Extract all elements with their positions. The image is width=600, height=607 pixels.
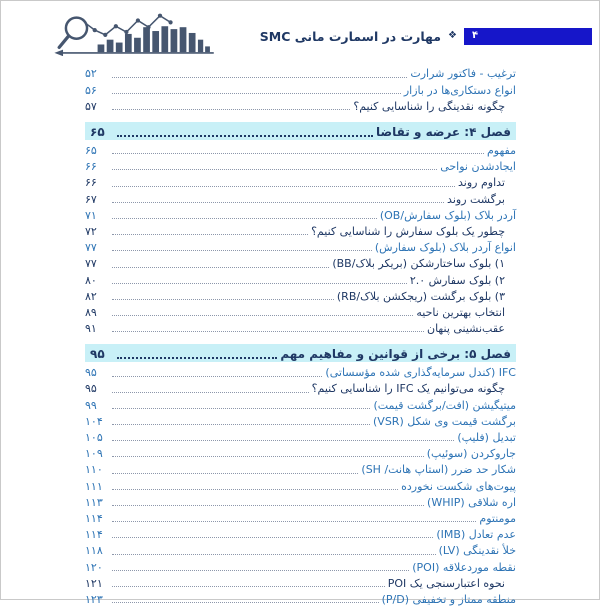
dot-leader <box>112 570 409 571</box>
toc-entry-title: عقب‌نشینی پنهان <box>427 322 505 336</box>
diamond-icon: ❖ <box>448 30 457 41</box>
toc-entry-title: مومنتوم <box>479 511 516 525</box>
toc-entry-row[interactable] <box>85 239 516 255</box>
toc-entry-page: ۱۰۵ <box>85 431 103 444</box>
dot-leader <box>112 283 407 284</box>
toc-entry-title: خلأ نقدینگی (LV) <box>438 544 516 558</box>
toc-entry-row[interactable] <box>85 526 516 542</box>
toc-entry-page: ۶۶ <box>85 160 97 174</box>
toc-entry-row[interactable] <box>85 255 516 271</box>
toc-chapter-row[interactable] <box>85 122 516 140</box>
toc-entry-row[interactable] <box>85 574 516 590</box>
toc-entry-row[interactable] <box>85 271 516 287</box>
dot-leader <box>112 267 329 268</box>
dot-leader <box>112 299 334 300</box>
toc-entry-row[interactable] <box>85 364 516 380</box>
toc-entry-title: آردر بلاک (بلوک سفارش/OB) <box>379 208 516 222</box>
toc-entry-page: ۶۷ <box>85 192 97 206</box>
dot-leader <box>112 456 424 457</box>
dot-leader <box>112 392 309 393</box>
page-number: ۴ <box>472 30 479 41</box>
dot-leader <box>112 250 372 251</box>
toc-entry-title: تبدیل (فلیپ) <box>457 431 516 444</box>
toc-entry-page: ۷۷ <box>85 241 97 255</box>
toc-entry-page: ۹۵ <box>85 382 97 396</box>
toc-entry-page: ۹۵ <box>90 346 105 361</box>
dot-leader <box>112 408 370 409</box>
toc-entry-title: ایجادشدن نواحی <box>440 160 516 174</box>
page-header <box>1 1 599 57</box>
toc-entry-page: ۱۲۱ <box>85 576 103 590</box>
toc-entry-row[interactable] <box>85 81 516 97</box>
toc-entry-title: فصل ۴: عرضه و تقاضا <box>376 124 511 139</box>
dot-leader <box>112 186 455 187</box>
dot-leader <box>112 376 322 377</box>
toc-entry-page: ۷۱ <box>85 208 97 222</box>
dot-leader <box>112 77 407 78</box>
dot-leader <box>112 202 444 203</box>
dot-leader <box>117 135 373 137</box>
toc-entry-page: ۹۹ <box>85 398 97 412</box>
toc-entry-row[interactable] <box>85 429 516 445</box>
dot-leader <box>117 357 277 359</box>
toc-entry-row[interactable] <box>85 158 516 174</box>
toc-entry-title: منطقه ممتاز و تخفیفی (P/D) <box>381 592 516 606</box>
toc-entry-title: نحوه اعتبارسنجی یک POI <box>387 576 505 590</box>
toc-entry-row[interactable] <box>85 510 516 526</box>
toc-entry-title: پیوت‌های شکست نخورده <box>401 479 516 493</box>
toc-entry-page: ۱۲۳ <box>85 592 103 606</box>
dot-leader <box>112 218 377 219</box>
toc-entry-row[interactable] <box>85 558 516 574</box>
toc-entry-row[interactable] <box>85 65 516 81</box>
toc-entry-row[interactable] <box>85 97 516 113</box>
toc-entry-page: ۵۷ <box>85 99 97 113</box>
toc-entry-row[interactable] <box>85 174 516 190</box>
toc-entry-title: تداوم روند <box>458 176 505 190</box>
dot-leader <box>112 153 484 154</box>
toc-entry-row[interactable] <box>85 206 516 222</box>
toc-entry-row[interactable] <box>85 190 516 206</box>
toc-entry-row[interactable] <box>85 542 516 558</box>
toc-entry-row[interactable] <box>85 477 516 493</box>
toc-entry-title: ترغیب - فاکتور شرارت <box>410 67 516 81</box>
toc-entry-title: مفهوم <box>486 144 516 157</box>
toc-entry-page: ۵۶ <box>85 83 97 97</box>
toc-entry-page: ۹۱ <box>85 322 97 336</box>
toc-entry-row[interactable] <box>85 396 516 412</box>
toc-entry-row[interactable] <box>85 590 516 606</box>
toc-entry-row[interactable] <box>85 303 516 319</box>
dot-leader <box>112 424 370 425</box>
dot-leader <box>112 537 433 538</box>
toc-entry-title: ۱) بلوک ساختارشکن (بریکر بلاک/BB) <box>332 257 505 271</box>
toc-entry-page: ۱۱۰ <box>85 463 103 477</box>
toc-entry-title: اره شلاقی (WHIP) <box>427 495 516 509</box>
toc-entry-title: شکار حد ضرر (استاپ هانت/ SH) <box>361 463 516 477</box>
toc-entry-row[interactable] <box>85 142 516 158</box>
table-of-contents <box>1 57 599 607</box>
toc-entry-page: ۶۵ <box>90 124 105 139</box>
toc-entry-page: ۸۲ <box>85 289 97 303</box>
dot-leader <box>112 331 424 332</box>
toc-entry-page: ۱۱۱ <box>85 479 103 493</box>
toc-entry-title: فصل ۵: برخی از قوانین و مفاهیم مهم <box>280 346 511 361</box>
dot-leader <box>112 93 401 94</box>
toc-entry-title: عدم تعادل (IMB) <box>436 528 516 542</box>
toc-entry-title: برگشت روند <box>447 192 505 206</box>
toc-entry-title: جاروکردن (سوئیپ) <box>426 447 516 461</box>
toc-entry-title: برگشت قیمت وی شکل (VSR) <box>373 414 516 428</box>
toc-entry-title: میتیگیشن (افت/برگشت قیمت) <box>373 398 516 412</box>
toc-entry-row[interactable] <box>85 412 516 428</box>
bar-chart-icon <box>97 26 209 52</box>
dot-leader <box>112 505 424 506</box>
toc-chapter-row[interactable] <box>85 344 516 362</box>
toc-entry-row[interactable] <box>85 461 516 477</box>
dot-leader <box>112 473 358 474</box>
toc-entry-page: ۷۲ <box>85 224 97 238</box>
dot-leader <box>112 109 350 110</box>
toc-entry-page: ۸۹ <box>85 305 97 319</box>
toc-entry-title: نقطه موردعلاقه (POI) <box>412 560 516 574</box>
toc-entry-page: ۱۱۴ <box>85 511 103 525</box>
toc-entry-page: ۱۰۹ <box>85 447 103 461</box>
toc-entry-page: ۸۰ <box>85 273 97 287</box>
toc-entry-row[interactable] <box>85 320 516 336</box>
toc-entry-page: ۹۵ <box>85 366 97 380</box>
dot-leader <box>112 169 437 170</box>
toc-entry-page: ۶۶ <box>85 176 97 190</box>
dot-leader <box>112 554 436 555</box>
toc-entry-page: ۵۲ <box>85 67 97 81</box>
dot-leader <box>112 602 379 603</box>
dot-leader <box>112 315 413 316</box>
toc-entry-page: ۱۱۴ <box>85 528 103 542</box>
toc-entry-page: ۱۱۳ <box>85 495 103 509</box>
toc-entry-title: IFC (کندل سرمایه‌گذاری شده مؤسساتی) <box>325 366 516 380</box>
toc-entry-page: ۶۵ <box>85 144 97 157</box>
dot-leader <box>112 489 398 490</box>
dot-leader <box>112 234 308 235</box>
toc-entry-title: چگونه نقدینگی را شناسایی کنیم؟ <box>353 99 505 113</box>
dot-leader <box>112 521 476 522</box>
toc-entry-title: ۲) بلوک سفارش ۲.۰ <box>409 273 505 287</box>
toc-entry-title: ۳) بلوک برگشت (ریجکشن بلاک/RB) <box>336 289 505 303</box>
toc-entry-page: ۱۲۰ <box>85 560 103 574</box>
dot-leader <box>112 586 385 587</box>
toc-entry-page: ۱۰۴ <box>85 414 103 428</box>
toc-entry-title: انواع آردر بلاک (بلوک سفارش) <box>374 241 516 255</box>
toc-entry-row[interactable] <box>85 493 516 509</box>
magnifier-icon <box>59 18 87 48</box>
toc-entry-title: انتخاب بهترین ناحیه <box>416 305 505 319</box>
toc-entry-title: چگونه می‌توانیم یک IFC را شناسایی کنیم؟ <box>311 382 505 396</box>
market-analysis-logo <box>52 8 220 56</box>
dot-leader <box>112 440 454 441</box>
toc-entry-page: ۱۱۸ <box>85 544 103 558</box>
toc-entry-row[interactable] <box>85 287 516 303</box>
toc-entry-row[interactable] <box>85 223 516 239</box>
toc-entry-title: انواع دستکاری‌ها در بازار <box>403 83 516 97</box>
page-number-badge <box>464 28 592 45</box>
toc-entry-row[interactable] <box>85 380 516 396</box>
toc-entry-row[interactable] <box>85 445 516 461</box>
toc-entry-page: ۷۷ <box>85 257 97 271</box>
running-head-title: مهارت در اسمارت مانی SMC <box>259 28 442 44</box>
toc-entry-title: چطور یک بلوک سفارش را شناسایی کنیم؟ <box>311 224 505 238</box>
